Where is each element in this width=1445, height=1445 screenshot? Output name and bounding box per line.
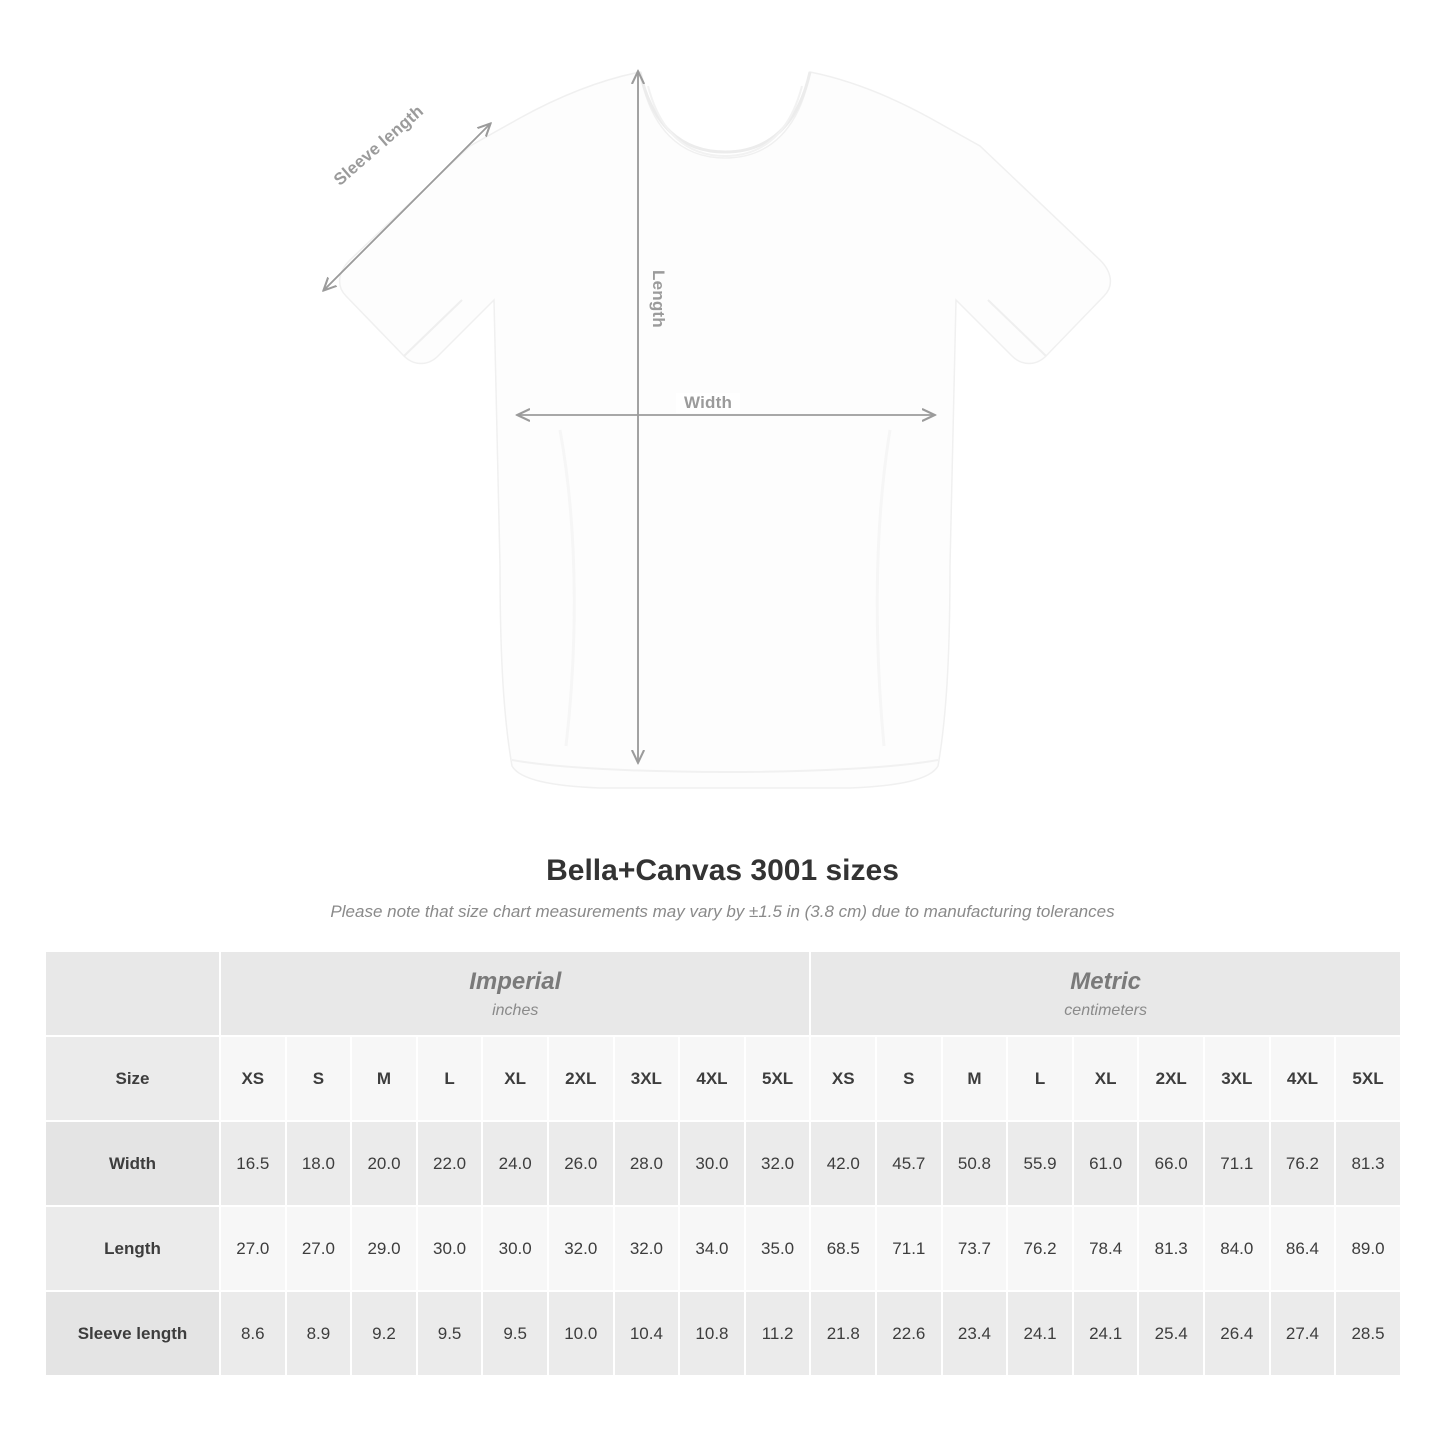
table-cell: 21.8 xyxy=(810,1291,876,1376)
size-header-cell: 4XL xyxy=(679,1036,745,1121)
sleeve-length-label: Sleeve length xyxy=(330,101,428,190)
tolerance-note: Please note that size chart measurements may vary by ±1.5 in (3.8 cm) due to manufacturing tolerances xyxy=(330,902,1115,921)
size-header-cell: 5XL xyxy=(745,1036,811,1121)
table-cell: 71.1 xyxy=(876,1206,942,1291)
size-header-cell: M xyxy=(351,1036,417,1121)
table-cell: 84.0 xyxy=(1204,1206,1270,1291)
table-cell: 24.1 xyxy=(1007,1291,1073,1376)
size-header-cell: XL xyxy=(482,1036,548,1121)
table-cell: 10.0 xyxy=(548,1291,614,1376)
size-column-label: Size xyxy=(45,1036,220,1121)
unit-group-name: Metric xyxy=(1070,967,1141,995)
table-cell: 20.0 xyxy=(351,1121,417,1206)
table-cell: 34.0 xyxy=(679,1206,745,1291)
size-table-wrapper xyxy=(44,950,1401,1377)
unit-group-sub: centimeters xyxy=(1064,1001,1147,1019)
table-cell: 9.2 xyxy=(351,1291,417,1376)
table-cell: 73.7 xyxy=(942,1206,1008,1291)
table-cell: 55.9 xyxy=(1007,1121,1073,1206)
table-cell: 24.1 xyxy=(1073,1291,1139,1376)
table-row xyxy=(45,1121,1401,1206)
unit-group-name: Imperial xyxy=(469,967,562,995)
unit-group-metric xyxy=(810,951,1400,1036)
unit-header-row xyxy=(45,951,1401,1036)
table-cell: 25.4 xyxy=(1138,1291,1204,1376)
size-header-cell: 2XL xyxy=(1138,1036,1204,1121)
table-cell: 28.5 xyxy=(1335,1291,1401,1376)
table-cell: 27.0 xyxy=(286,1206,352,1291)
size-header-cell: XS xyxy=(810,1036,876,1121)
table-corner xyxy=(45,951,220,1036)
table-cell: 32.0 xyxy=(548,1206,614,1291)
table-cell: 26.4 xyxy=(1204,1291,1270,1376)
table-cell: 10.8 xyxy=(679,1291,745,1376)
page-title: Bella+Canvas 3001 sizes xyxy=(546,854,899,887)
table-cell: 22.0 xyxy=(417,1121,483,1206)
size-header-cell: 2XL xyxy=(548,1036,614,1121)
table-cell: 10.4 xyxy=(614,1291,680,1376)
table-cell: 24.0 xyxy=(482,1121,548,1206)
size-header-cell: 4XL xyxy=(1270,1036,1336,1121)
size-header-cell: 3XL xyxy=(614,1036,680,1121)
size-header-cell: XL xyxy=(1073,1036,1139,1121)
table-cell: 76.2 xyxy=(1270,1121,1336,1206)
size-table xyxy=(44,950,1402,1377)
table-row xyxy=(45,1206,1401,1291)
size-header-cell: L xyxy=(417,1036,483,1121)
table-cell: 81.3 xyxy=(1138,1206,1204,1291)
row-label-width: Width xyxy=(45,1121,220,1206)
table-cell: 71.1 xyxy=(1204,1121,1270,1206)
table-cell: 66.0 xyxy=(1138,1121,1204,1206)
size-header-cell: XS xyxy=(220,1036,286,1121)
size-header-cell: M xyxy=(942,1036,1008,1121)
unit-group-sub: inches xyxy=(492,1001,539,1019)
table-cell: 16.5 xyxy=(220,1121,286,1206)
table-cell: 11.2 xyxy=(745,1291,811,1376)
table-cell: 27.4 xyxy=(1270,1291,1336,1376)
table-cell: 81.3 xyxy=(1335,1121,1401,1206)
table-cell: 50.8 xyxy=(942,1121,1008,1206)
table-cell: 30.0 xyxy=(417,1206,483,1291)
table-cell: 23.4 xyxy=(942,1291,1008,1376)
table-cell: 42.0 xyxy=(810,1121,876,1206)
size-header-cell: S xyxy=(286,1036,352,1121)
width-label: Width xyxy=(676,393,740,413)
size-header-cell: 3XL xyxy=(1204,1036,1270,1121)
table-cell: 68.5 xyxy=(810,1206,876,1291)
table-cell: 8.6 xyxy=(220,1291,286,1376)
table-cell: 89.0 xyxy=(1335,1206,1401,1291)
size-header-row xyxy=(45,1036,1401,1121)
size-header-cell: 5XL xyxy=(1335,1036,1401,1121)
table-cell: 32.0 xyxy=(614,1206,680,1291)
row-label-sleeve-length: Sleeve length xyxy=(45,1291,220,1376)
table-cell: 18.0 xyxy=(286,1121,352,1206)
size-header-cell: S xyxy=(876,1036,942,1121)
length-label: Length xyxy=(649,270,668,328)
table-cell: 30.0 xyxy=(679,1121,745,1206)
table-cell: 29.0 xyxy=(351,1206,417,1291)
table-cell: 32.0 xyxy=(745,1121,811,1206)
table-cell: 9.5 xyxy=(417,1291,483,1376)
table-cell: 76.2 xyxy=(1007,1206,1073,1291)
chart-heading xyxy=(0,854,1445,922)
size-header-cell: L xyxy=(1007,1036,1073,1121)
table-cell: 26.0 xyxy=(548,1121,614,1206)
table-row xyxy=(45,1291,1401,1376)
table-cell: 28.0 xyxy=(614,1121,680,1206)
table-cell: 35.0 xyxy=(745,1206,811,1291)
table-cell: 30.0 xyxy=(482,1206,548,1291)
table-cell: 8.9 xyxy=(286,1291,352,1376)
row-label-length: Length xyxy=(45,1206,220,1291)
table-cell: 86.4 xyxy=(1270,1206,1336,1291)
table-cell: 78.4 xyxy=(1073,1206,1139,1291)
table-cell: 27.0 xyxy=(220,1206,286,1291)
unit-group-imperial xyxy=(220,951,810,1036)
table-cell: 61.0 xyxy=(1073,1121,1139,1206)
table-cell: 22.6 xyxy=(876,1291,942,1376)
table-cell: 9.5 xyxy=(482,1291,548,1376)
table-cell: 45.7 xyxy=(876,1121,942,1206)
